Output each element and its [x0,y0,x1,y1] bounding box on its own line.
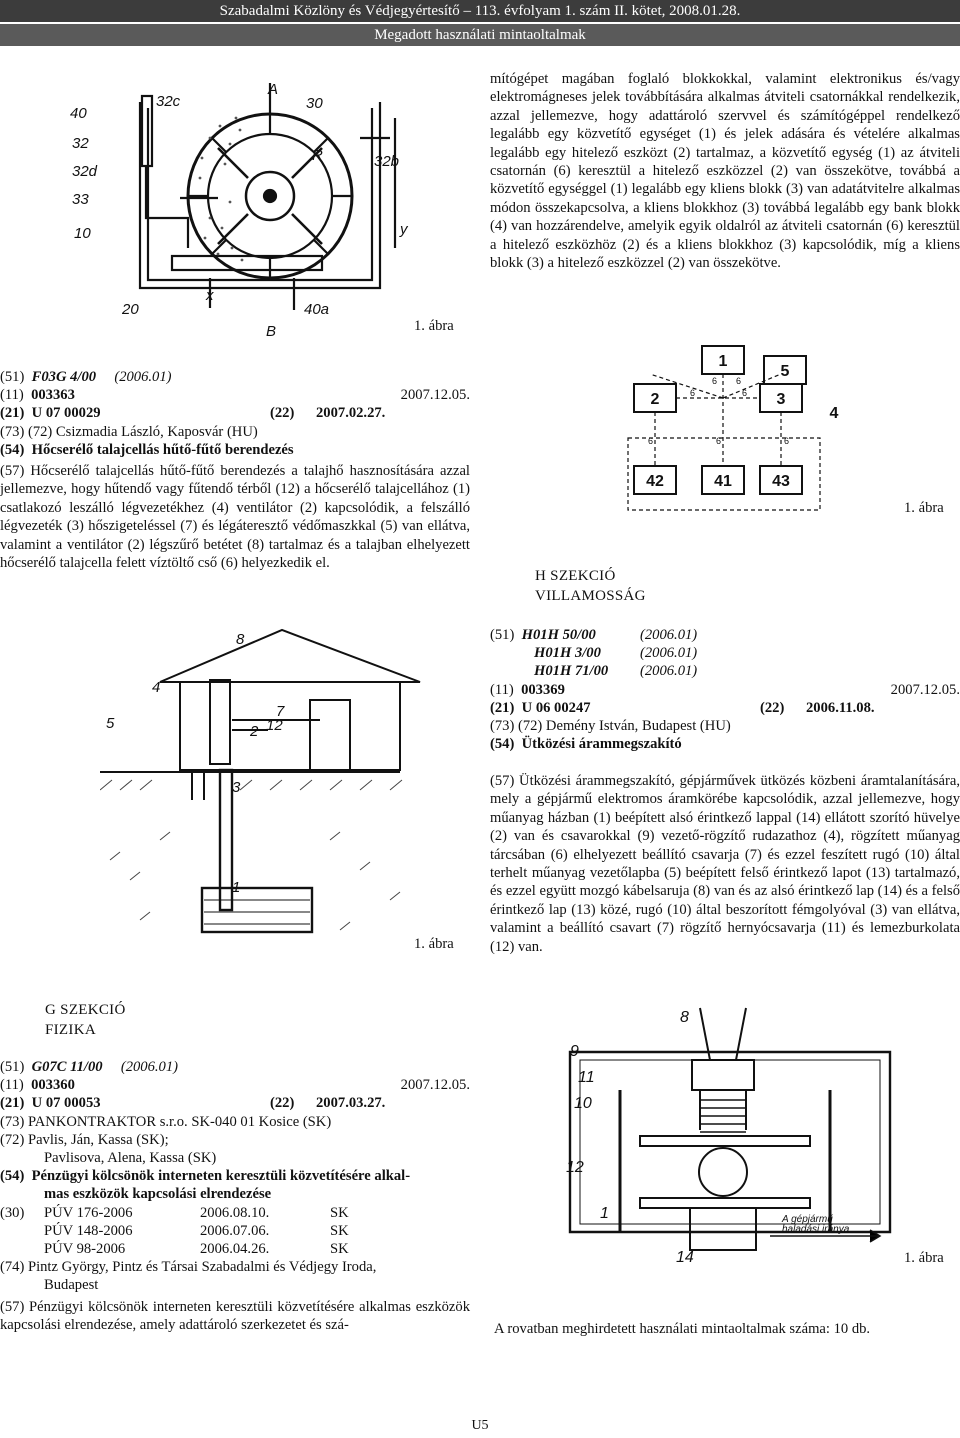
section-header: Megadott használati mintaoltalmak [0,24,960,46]
breaker-label: 9 [570,1043,579,1060]
breaker-label: 10 [574,1095,592,1112]
page-number: U5 [471,1418,489,1433]
house-label: 5 [106,715,115,732]
house-label: 7 [276,703,285,720]
breaker-label: 14 [676,1249,694,1266]
house-label: 3 [232,779,241,796]
breaker-note: haladási iránya [782,1224,850,1235]
line-label: 6 [784,436,790,446]
fig1-label: 32c [156,93,181,110]
journal-header: Szabadalmi Közlöny és Védjegyértesítő – 113. évfolyam 1. szám II. kötet, 2008.01.28. [0,0,960,22]
figure-caption: 1. ábra [904,500,944,516]
breaker-label: 11 [578,1069,595,1086]
line-label: 6 [716,436,722,446]
breaker-label: 1 [600,1205,609,1222]
fig1-label: 33 [72,191,89,208]
block-41: 41 [714,473,732,490]
house-label: 8 [236,631,245,648]
fig1-label: 40 [70,105,87,122]
entry-003369: (51) H01H 50/00 (2006.01) H01H 3/00 (2006.01) H01H 71/00 (2006.01) (11) 003369 2007.12.05. (21) U 06 00247 (22) 2006.11.08. (73) (72) Demény István, Budapest (HU) (54) Ütközési árammegszakító [490,627,960,753]
house-label: 2 [250,723,259,740]
fig1-label: x [206,287,214,304]
block-43: 43 [772,473,790,490]
line-label: 6 [736,376,742,386]
figure-caption: 1. ábra [904,1250,944,1266]
block-1: 1 [718,353,728,370]
house-label: 1 [232,879,241,896]
entry-003360-abstract: (57) Pénzügyi kölcsönök interneten keresztüli közvetítésére alkalmas eszközök kapcsolási elrendezése, amely adattároló szerkezetet és szá- [0,1299,470,1334]
section-h-heading: H SZEKCIÓ VILLAMOSSÁG [535,568,646,604]
block-2: 2 [650,391,660,408]
fig1-label: 20 [122,301,139,318]
fig1-label: 32 [72,135,89,152]
entry-003369-abstract: (57) Ütközési árammegszakító, gépjárművek ütközés közbeni áramtalanítására, mely a gépjármű elektromos áramkörébe kapcsolódik, azzal jellemezve, hogy műanyag házban (1) beépített alsó érintkező lappal (14) ellátott szorító hüvelye (2) van és csavarokkal (9) vezető-rögzítő rudazathoz (4), rögzített műanyag tárcsában (6) elhelyezett beállító csavarja (7) és ezzel feszített rugó (10) által terhelt műanyag vezetőlapba (5) beépített felső érintkező lapot (13) tartalmazó, és ezzel együtt mozgó kábelsaruja (8) van és az alsó érintkező lap (14) és a felső érintkező lap (13) közé, rugó (10) által beszorított fémgolyóval (3) van ellátva, valamint a beállító csavart (7) rögzítő hernyócsavarja (11) és lemezburkolata (12) van. [490,773,960,955]
figure-breaker-drawing [560,1000,920,1270]
figure-wheel-drawing [60,78,420,340]
breaker-label: 8 [680,1009,689,1026]
line-label: 6 [648,436,654,446]
fig1-label: 32d [72,163,98,180]
section-footer-count: A rovatban meghirdetett használati mintaoltalmak száma: 10 db. [494,1321,871,1337]
house-label: 12 [266,717,283,734]
fig1-label: 40a [304,301,330,318]
label-4: 4 [829,405,839,422]
block-3: 3 [776,391,786,408]
entry-003363: (51) F03G 4/00 (2006.01) (11) 003363 2007.12.05. (21) U 07 00029 (22) 2007.02.27. (73) (72) Csizmadia László, Kaposvár (HU) (54) Hőcserélő talajcellás hűtő-fűtő berendezés [0,369,470,458]
figure-block-diagram [620,340,850,515]
fig1-label: 30 [306,95,323,112]
breaker-label: 12 [566,1159,584,1176]
fig1-label: y [400,221,408,238]
house-label: 4 [152,679,161,696]
section-g-heading: G SZEKCIÓ FIZIKA [45,1002,126,1038]
entry-003363-abstract: (57) Hőcserélő talajcellás hűtő-fűtő berendezés a talajhő hasznosítására azzal jellemezve, hogy hűtendő vagy fűtendő térből (12) a hőcserélő talajcellához (1) csatlakozó leszálló légvezetékhez (4) ventilátor (2) kapcsolódik, a felszálló légvezeték (3) hőszigeteléssel (7) és légáteresztő védőmaszkkal (5) van ellátva, valamint a ventilátor (2) légszűrő betétet (8) tartalmaz és a talajban elhelyezett hőcserélő talajcella felett víztöltő cső (6) helyezkedik el. [0,463,470,572]
fig1-label: 10 [74,225,91,242]
line-label: 6 [690,388,696,398]
figure-caption: 1. ábra [414,318,454,334]
line-label: 6 [712,376,718,386]
block-42: 42 [646,473,664,490]
fig1-label: 32b [374,153,400,170]
figure-caption: 1. ábra [414,936,454,952]
entry-003360: (51) G07C 11/00 (2006.01) (11) 003360 2007.12.05. (21) U 07 00053 (22) 2007.03.27. (73) PANKONTRAKTOR s.r.o. SK-040 01 Kosice (SK) (72) Pavlis, Ján, Kassa (SK); Pavlisova, Alena, Kassa (SK) (54) Pénzügyi kölcsönök interneten keresztüli közvetítésére alkal- mas eszközök kapcsolási elrendezése (30) PÚV 176-2006 2006.08.10. SK PÚV 148-2006 2006.07.06. SK PÚV 98-2006 2006.04.26. SK (74) Pintz György, Pintz és Társai Szabadalmi és Védjegy Iroda, Budapest [0,1059,470,1294]
figure-house-drawing [100,620,430,950]
fig1-label: R [312,147,323,164]
line-label: 6 [742,388,748,398]
fig1-label: B [266,323,277,340]
fig1-label: A [268,81,279,98]
abstract-continuation: mítógépet magában foglaló blokkokkal, valamint elektronikus és/vagy elektromágneses jelek továbbítására alkalmas átviteli csatornákkal rendelkezik, azzal jellemezve, hogy adattároló szervvel és számítógéppel rendelkező legalább egy közvetítő egységet (1) és jelek adására és vételére alkalmas legalább egy hitelező eszközt (2) tartalmaz, a közvetítő egység (1) az átviteli csatornán (6) keresztül a hitelező eszközzel (2) van összekötve, továbbá a közvetítő egységgel (1) legalább egy kliens blokk (3) van adatátvitelre alkalmas módon összekapcsolva, a kliens blokkhoz (3) továbbá legalább egy bank blokk (4) van hozzárendelve, amelyik egyik oldalról az átviteli csatornán (6) keresztül a hitelező eszközhöz (2) és a kliens blokkhoz (3) kapcsolódik, míg a kliens blokk (3) a hitelező eszközzel (2) van összekötve. [490,71,960,272]
block-5: 5 [780,363,790,380]
breaker-note: A gépjármű [782,1214,833,1225]
